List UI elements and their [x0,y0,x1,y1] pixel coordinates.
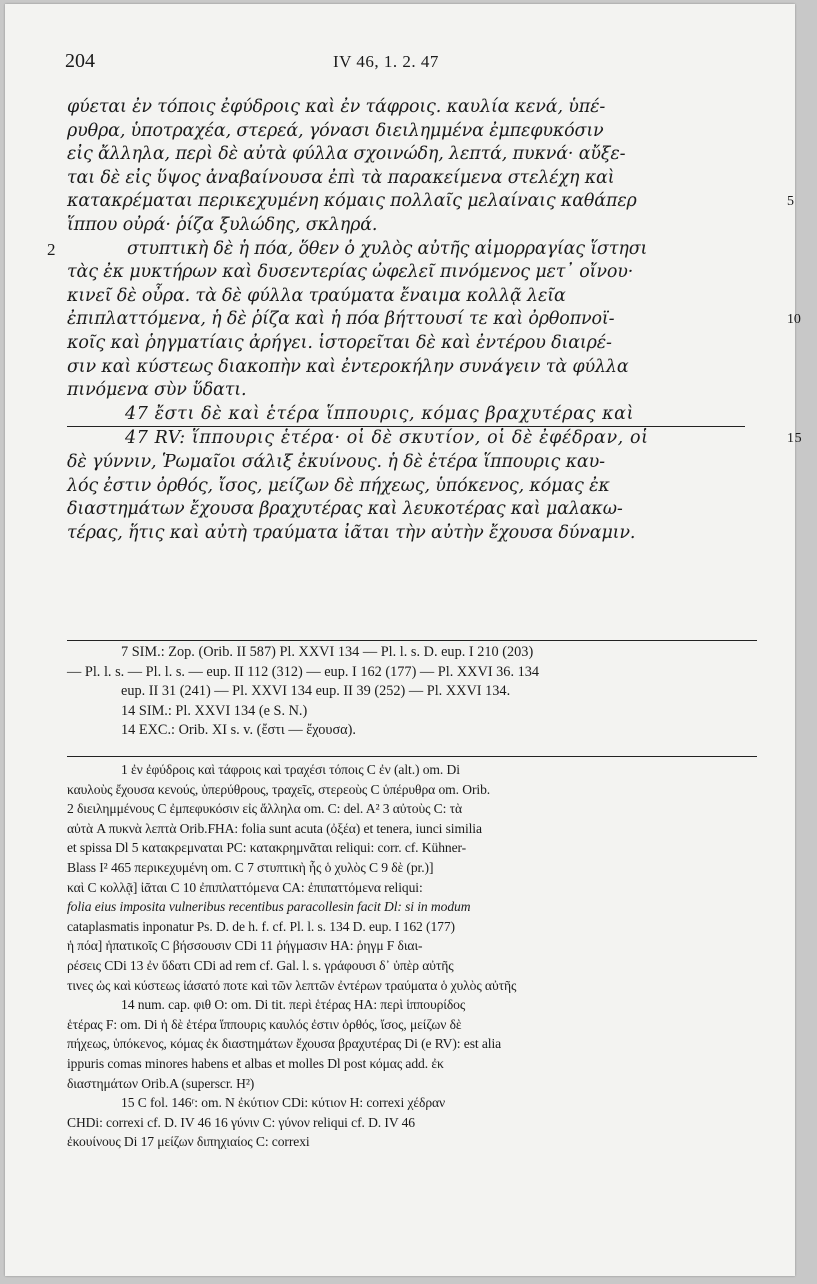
line-number: 15 [787,431,803,447]
apparatus-line: ἐκουίνους Di 17 μείζων διπηχιαίος C: correxi [67,1134,310,1150]
apparatus-line: Blass I² 465 περικεχυμένη om. C 7 στυπτικὴ ἧς ὁ χυλὸς C 9 δὲ (pr.)] [67,859,434,875]
main-text [47,96,803,545]
main-line-15: 47 RV: ἵππουρις ἑτέρα· οἱ δὲ σκυτίον, οἱ δὲ ἐφέδραν, οἱ 15 [67,426,745,451]
apparatus-line: διαστημάτων Orib.A (superscr. H²) [67,1075,255,1091]
similia-section [67,640,757,741]
apparatus-line: αὐτὰ A πυκνὰ λεπτὰ Orib.FHA: folia sunt acuta (ὀξέα) et tenera, iunci similia [67,820,482,836]
apparatus-line: ippuris comas minores habens et albas et molles Dl post κόμας add. ἐκ [67,1055,444,1071]
main-line-18: διαστημάτων ἔχουσα βραχυτέρας καὶ λευκοτέρας καὶ μαλακω- [67,499,623,520]
main-line-14: 47 ἔστι δὲ καὶ ἑτέρα ἵππουρις, κόμας βραχυτέρας καὶ [125,403,635,424]
similia-line: 7 SIM.: Zop. (Orib. II 587) Pl. XXVI 134 — Pl. l. s. D. eup. I 210 (203) [121,644,534,660]
main-line-8: τὰς ἐκ μυκτήρων καὶ δυσεντερίας ὠφελεῖ πινόμενος μετ᾽ οἴνου· [67,262,634,283]
page-header [65,50,765,76]
apparatus-line: cataplasmatis inponatur Ps. D. de h. f. cf. Pl. l. s. 134 D. eup. I 162 (177) [67,918,455,934]
line-number: 5 [787,194,794,210]
apparatus-line: καυλοὺς ἔχουσα κενούς, ὑπερύθρους, τραχεῖς, στερεοὺς C ὑπέρυθρα om. Orib. [67,781,491,797]
main-line-11: κοῖς καὶ ῥηγματίαις ἀρήγει. ἱστορεῖται δὲ καὶ ἐντέρου διαιρέ- [67,332,612,353]
similia-line: 14 EXC.: Orib. XI s. v. (ἔστι — ἔχουσα). [121,722,356,738]
apparatus-line: et spissa Dl 5 κατακρεμναται PC: κατακρημνᾶται reliqui: corr. cf. Kühner- [67,840,467,856]
apparatus-line: καὶ C κολλᾷ] ἰᾶται C 10 ἐπιπλαττόμενα CA: ἐπιπαττόμενα reliqui: [67,879,423,895]
main-line-7: 2 στυπτικὴ δὲ ἡ πόα, ὅθεν ὁ χυλὸς αὐτῆς αἱμορραγίας ἵστησι [67,238,745,262]
apparatus-line: 14 num. cap. φιθ O: om. Di tit. περὶ ἑτέρας HA: περὶ ἱππουρίδος [121,997,466,1013]
main-line-16: δὲ γύννιν, Ῥωμαῖοι σάλιξ ἐκυίνους. ἡ δὲ ἑτέρα ἵππουρις καυ- [67,451,605,472]
main-line-3: εἰς ἄλληλα, περὶ δὲ αὐτὰ φύλλα σχοινώδη, λεπτά, πυκνά· αὔξε- [67,144,626,165]
main-line-4: ται δὲ εἰς ὕψος ἀναβαίνουσα ἐπὶ τὰ παρακείμενα στελέχη καὶ [67,167,615,188]
book-page [5,4,803,1276]
similia-line: 14 SIM.: Pl. XXVI 134 (e S. N.) [121,702,308,719]
apparatus-line: ἑτέρας F: om. Di ἡ δὲ ἑτέρα ἵππουρις καυλός ἐστιν ὀρθός, ἴσος, μείζων δὲ [67,1016,462,1032]
section-number: 2 [47,239,56,259]
main-line-5: κατακρέμαται περικεχυμένη κόμαις πολλαῖς μελαίναις καθάπερ 5 [67,190,745,214]
main-line-2: ρυθρα, ὑποτραχέα, στερεά, γόνασι διειλημμένα ἐμπεφυκόσιν [67,120,604,141]
apparatus-line: πήχεως, ὑπόκενος, κόμας ἐκ διαστημάτων ἔχουσα βραχυτέρας Di (e RV): est alia [67,1036,502,1052]
page-number: 204 [65,50,95,72]
running-head: IV 46, 1. 2. 47 [333,52,439,71]
line-number: 10 [787,312,801,328]
apparatus-line: folia eius imposita vulneribus recentibus paracollesin facit Dl: si in modum [67,899,471,915]
apparatus-line: τινες ὡς καὶ κύστεως ἰάσατό ποτε καὶ τῶν λεπτῶν ἐντέρων τραύματα ὁ χυλὸς αὐτῆς [67,977,517,993]
main-line-19: τέρας, ἥτις καὶ αὐτὴ τραύματα ἰᾶται τὴν αὐτὴν ἔχουσα δύναμιν. [67,522,636,543]
similia-line: eup. II 31 (241) — Pl. XXVI 134 eup. II 39 (252) — Pl. XXVI 134. [121,683,511,699]
similia-line: — Pl. l. s. — Pl. l. s. — eup. II 112 (312) — eup. I 162 (177) — Pl. XXVI 36. 134 [67,663,540,680]
main-line-9: κινεῖ δὲ οὖρα. τὰ δὲ φύλλα τραύματα ἔναιμα κολλᾷ λεῖα [67,285,566,306]
apparatus-line: CHDi: correxi cf. D. IV 46 16 γύνιν C: γύνον reliqui cf. D. IV 46 [67,1114,415,1130]
main-line-10: ἐπιπλαττόμενα, ἡ δὲ ῥίζα καὶ ἡ πόα βήττουσί τε καὶ ὀρθοπνοϊ- 10 [67,308,745,332]
main-line-13: πινόμενα σὺν ὕδατι. [67,380,247,401]
apparatus-line: ἡ πόα] ἡπατικοῖς C βήσσουσιν CDi 11 ῥήγμασιν HA: ῥηγμ F διαι- [67,938,423,954]
main-line-1: φύεται ἐν τόποις ἐφύδροις καὶ ἐν τάφροις. καυλία κενά, ὑπέ- [67,97,606,117]
main-line-6: ἵππου οὐρά· ῥίζα ξυλώδης, σκληρά. [67,214,378,235]
apparatus-line: 1 ἐν ἐφύδροις καὶ τάφροις καὶ τραχέσι τόποις C ἐν (alt.) om. Di [121,762,460,777]
apparatus-line: ρέσεις CDi 13 ἐν ὕδατι CDi ad rem cf. Gal. l. s. γράφουσι δ᾽ ὑπὲρ αὐτῆς [67,957,454,973]
critical-apparatus [67,756,757,1152]
main-line-17: λός ἐστιν ὀρθός, ἴσος, μείζων δὲ πήχεως, ὑπόκενος, κόμας ἐκ [67,475,610,496]
apparatus-line: 2 διειλημμένους C ἐμπεφυκόσιν εἰς ἄλληλα om. C: del. A² 3 αὐτοὺς C: τὰ [67,801,462,817]
apparatus-line: 15 C fol. 146ʳ: om. N ἐκύτιον CDi: κύτιον H: correxi χέδραν [121,1095,446,1111]
main-line-12: σιν καὶ κύστεως διακοπὴν καὶ ἐντεροκήλην συνάγειν τὰ φύλλα [67,356,629,377]
